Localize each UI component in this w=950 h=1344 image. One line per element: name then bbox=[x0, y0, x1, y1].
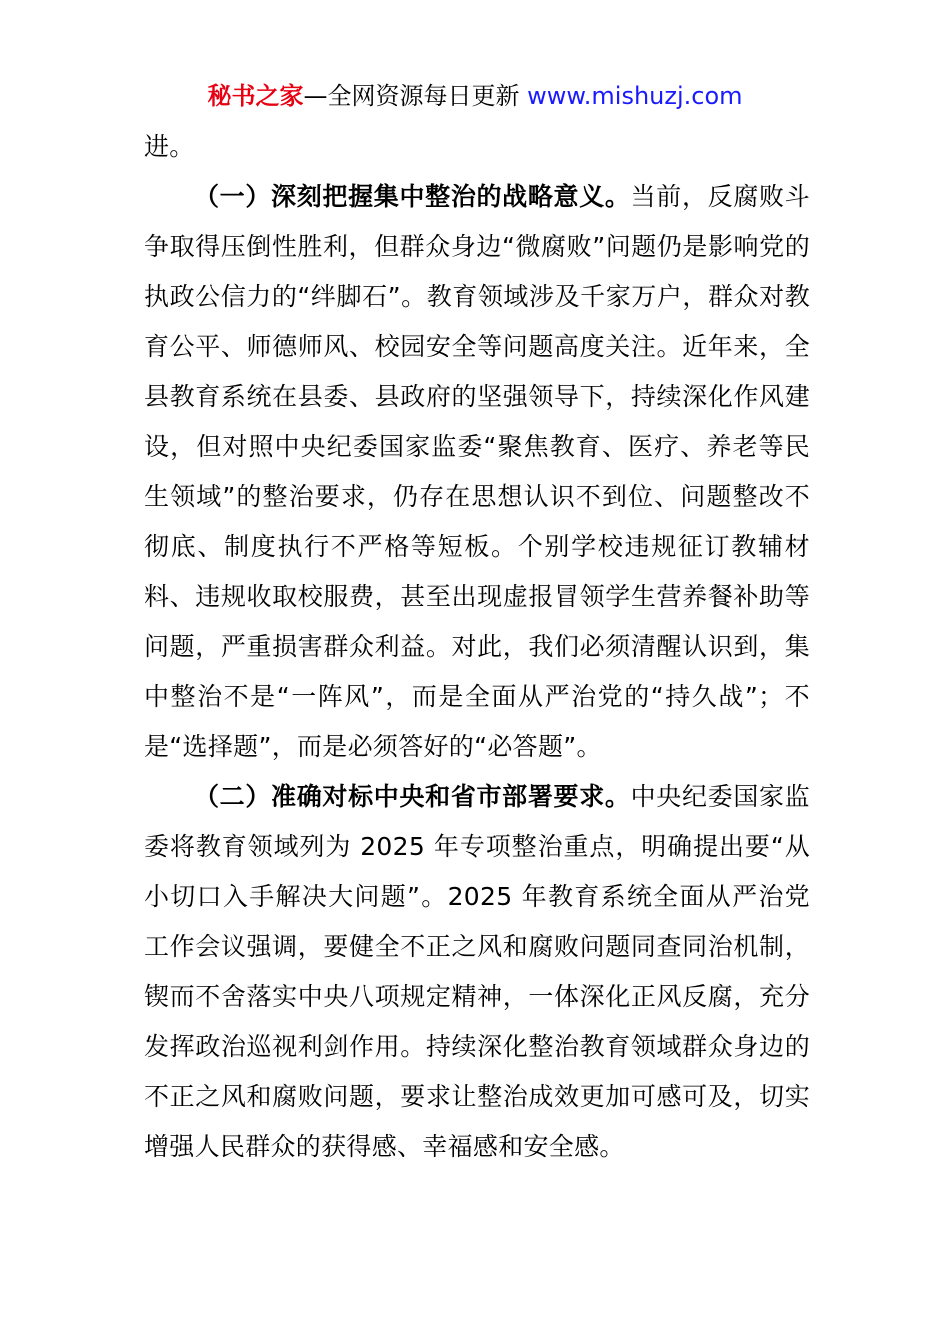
section-heading: （二）准确对标中央和省市部署要求。 bbox=[194, 782, 631, 811]
paragraph-section-2 bbox=[144, 772, 810, 1172]
site-url-link[interactable]: www.mishuzj.com bbox=[527, 82, 743, 110]
document-body bbox=[144, 122, 810, 1172]
paragraph-text: 中央纪委国家监委将教育领域列为 2025 年专项整治重点，明确提出要“从小切口入手解决大问题”。2025 年教育系统全面从严治党工作会议强调，要健全不正之风和腐败问题同查同治机制，锲而不舍落实中央八项规定精神，一体深化正风反腐，充分发挥政治巡视利剑作用。持续深化整治教育领域群众身边的不正之风和腐败问题，要求让整治成效更加可感可及，切实增强人民群众的获得感、幸福感和安全感。 bbox=[144, 782, 810, 1161]
header-tagline: —全网资源每日更新 bbox=[303, 82, 528, 110]
paragraph-text: 当前，反腐败斗争取得压倒性胜利，但群众身边“微腐败”问题仍是影响党的执政公信力的“绊脚石”。教育领域涉及千家万户，群众对教育公平、师德师风、校园安全等问题高度关注。近年来，全县教育系统在县委、县政府的坚强领导下，持续深化作风建设，但对照中央纪委国家监委“聚焦教育、医疗、养老等民生领域”的整治要求，仍存在思想认识不到位、问题整改不彻底、制度执行不严格等短板。个别学校违规征订教辅材料、违规收取校服费，甚至出现虚报冒领学生营养餐补助等问题，严重损害群众利益。对此，我们必须清醒认识到，集中整治不是“一阵风”，而是全面从严治党的“持久战”；不是“选择题”，而是必须答好的“必答题”。 bbox=[144, 182, 810, 761]
section-heading: （一）深刻把握集中整治的战略意义。 bbox=[194, 182, 631, 211]
paragraph-section-1 bbox=[144, 172, 810, 772]
paragraph-text: 进。 bbox=[144, 132, 195, 161]
brand-name: 秘书之家 bbox=[207, 82, 304, 110]
paragraph-continuation bbox=[144, 122, 810, 172]
site-header bbox=[0, 80, 950, 112]
